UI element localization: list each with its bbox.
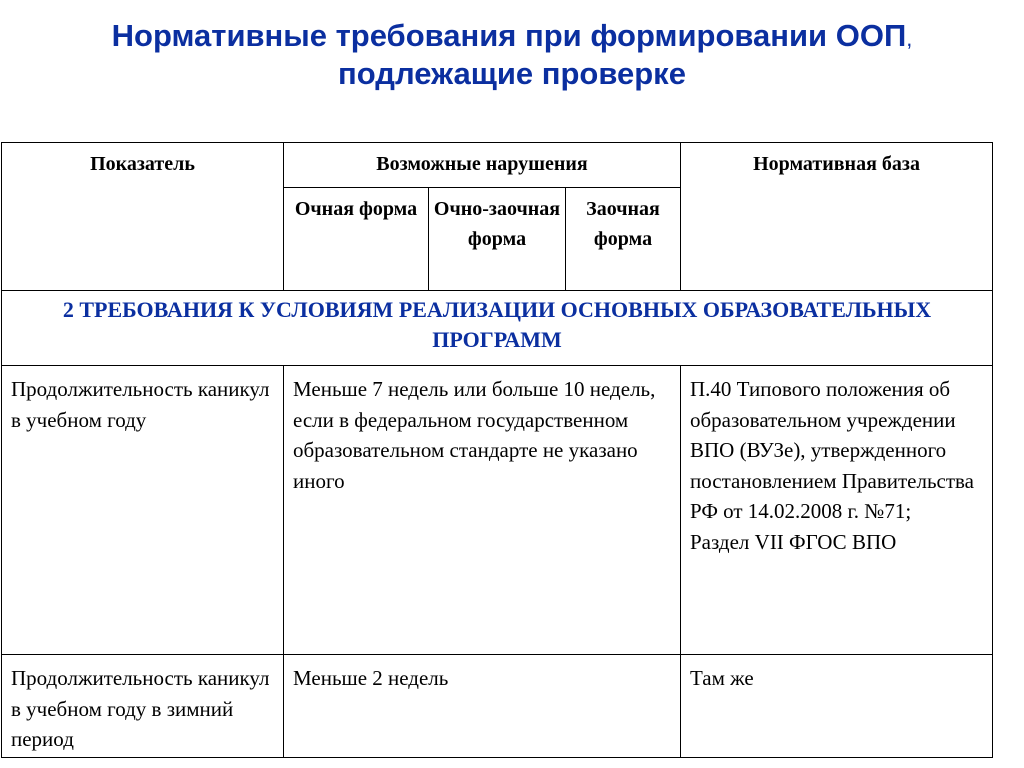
normative-base-line: П.40 Типового положения об образовательном учреждении ВПО (ВУЗе), утвержденного постановлением Правительства РФ от 14.02.2008 г. №71; xyxy=(690,377,975,523)
title-line-2: подлежащие проверке xyxy=(338,56,686,91)
section-title: 2 ТРЕБОВАНИЯ К УСЛОВИЯМ РЕАЛИЗАЦИИ ОСНОВНЫХ ОБРАЗОВАТЕЛЬНЫХ ПРОГРАММ xyxy=(2,291,993,366)
title-comma: , xyxy=(906,26,913,51)
header-row xyxy=(2,143,993,188)
indicator-cell: Продолжительность каникул в учебном году xyxy=(2,366,284,655)
requirements-table xyxy=(1,142,993,758)
normative-base-cell xyxy=(681,366,993,655)
title-main: Нормативные требования при формировании ООП xyxy=(111,18,907,53)
header-normative-base: Нормативная база xyxy=(681,143,993,291)
table-row xyxy=(2,366,993,655)
violation-cell: Меньше 2 недель xyxy=(284,655,681,758)
title-line-1 xyxy=(0,18,1024,56)
normative-base-line: Раздел VII ФГОС ВПО xyxy=(690,529,897,554)
section-row xyxy=(2,291,993,366)
slide-title xyxy=(0,18,1024,91)
subheader-part-time: Очно-заочная форма xyxy=(429,188,566,291)
normative-base-line: Там же xyxy=(690,666,754,690)
indicator-cell: Продолжительность каникул в учебном году в зимний период xyxy=(2,655,284,758)
violation-cell: Меньше 7 недель или больше 10 недель, если в федеральном государственном образовательном стандарте не указано иного xyxy=(284,366,681,655)
subheader-distance: Заочная форма xyxy=(566,188,681,291)
header-violations: Возможные нарушения xyxy=(284,143,681,188)
table-row xyxy=(2,655,993,758)
header-indicator: Показатель xyxy=(2,143,284,291)
subheader-full-time: Очная форма xyxy=(284,188,429,291)
normative-base-cell xyxy=(681,655,993,758)
